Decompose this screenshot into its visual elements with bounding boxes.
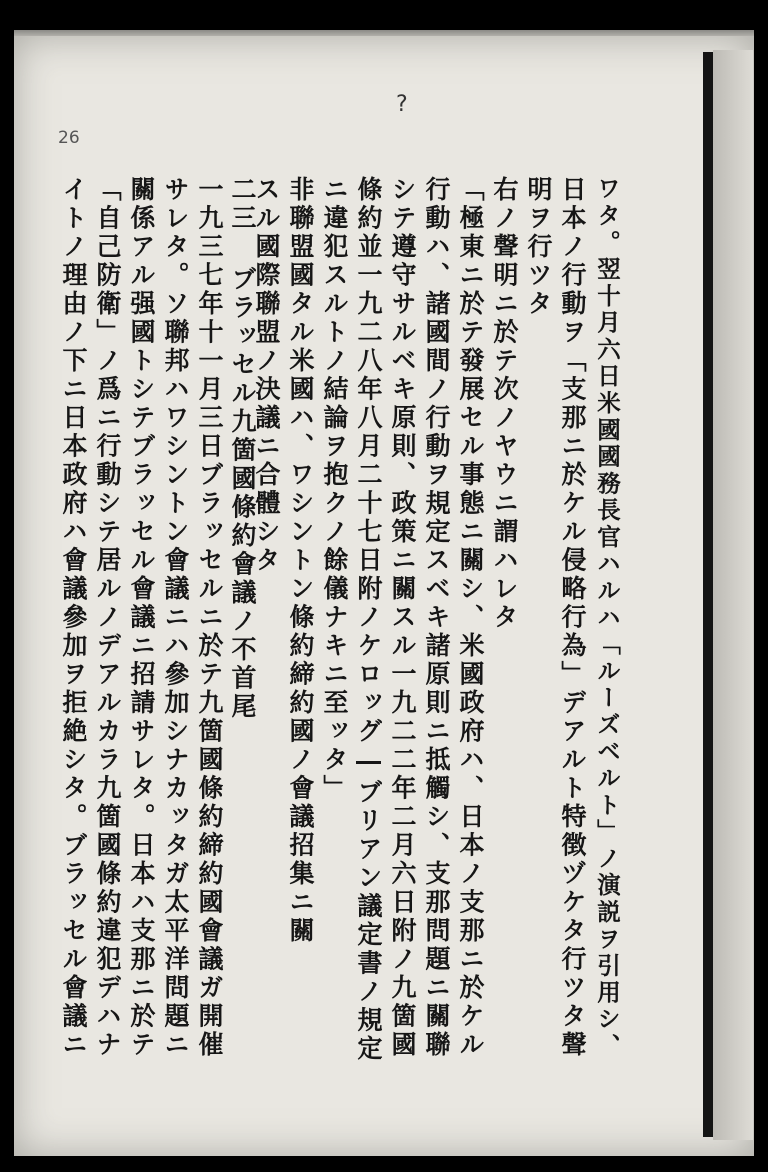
- book-spine-shadow: [703, 52, 713, 1137]
- text-line: 非聯盟國タル米國ハ、ワシントン條約締約國ノ會議招集ニ關: [286, 176, 315, 946]
- page-number: 26: [58, 128, 80, 148]
- text-line: 行動ハ、諸國間ノ行動ヲ規定スベキ諸原則ニ抵觸シ、支那問題ニ關聯: [422, 176, 451, 1060]
- text-line: シテ遵守サルベキ原則、政策ニ關スル一九二二年二月六日附ノ九箇國: [388, 176, 417, 1060]
- text-line: イトノ理由ノ下ニ日本政府ハ會議參加ヲ拒絶シタ。ブラッセル會議ニ: [59, 176, 88, 1060]
- header-mark: ?: [396, 92, 408, 117]
- adjacent-page-edge: [713, 50, 753, 1140]
- text-line: ニ違犯スルトノ結論ヲ抱クノ餘儀ナキニ至ッタ」: [320, 176, 349, 803]
- text-line: 「極東ニ於テ發展セル事態ニ關シ、米國政府ハ、日本ノ支那ニ於ケル: [456, 176, 485, 1060]
- text-line: 一九三七年十一月三日ブラッセルニ於テ九箇國條約締約國會議ガ開催: [195, 176, 224, 1060]
- text-line: 日本ノ行動ヲ「支那ニ於ケル侵略行為」デアルト特徴ヅケタ行ツタ聲: [558, 176, 587, 1060]
- text-line: スル國際聯盟ノ決議ニ合體シタ: [252, 176, 281, 575]
- text-line: サレタ。ソ聯邦ハワシントン會議ニハ參加シナカッタガ太平洋問題ニ: [161, 176, 190, 1060]
- section-heading: 二三 ブラッセル九箇國條約會議ノ不首尾: [228, 176, 257, 722]
- text-line: 關係アル强國トシテブラッセル會議ニ招請サレタ。日本ハ支那ニ於テ: [127, 176, 156, 1060]
- text-line: ワタ。翌十月六日米國國務長官ハルハ「ルーズベルト」ノ演説ヲ引用シ、: [593, 176, 621, 1061]
- text-line: 明ヲ行ツタ: [524, 176, 553, 319]
- text-line: 右ノ聲明ニ於テ次ノヤウニ謂ハレタ: [490, 176, 519, 632]
- text-line: 條約並一九二八年八月二十七日附ノケロッグ―ブリアン議定書ノ規定: [354, 176, 383, 1064]
- text-line: 「自己防衛」ノ爲ニ行動シテ居ルノデアルカラ九箇國條約違犯デハナ: [93, 176, 122, 1060]
